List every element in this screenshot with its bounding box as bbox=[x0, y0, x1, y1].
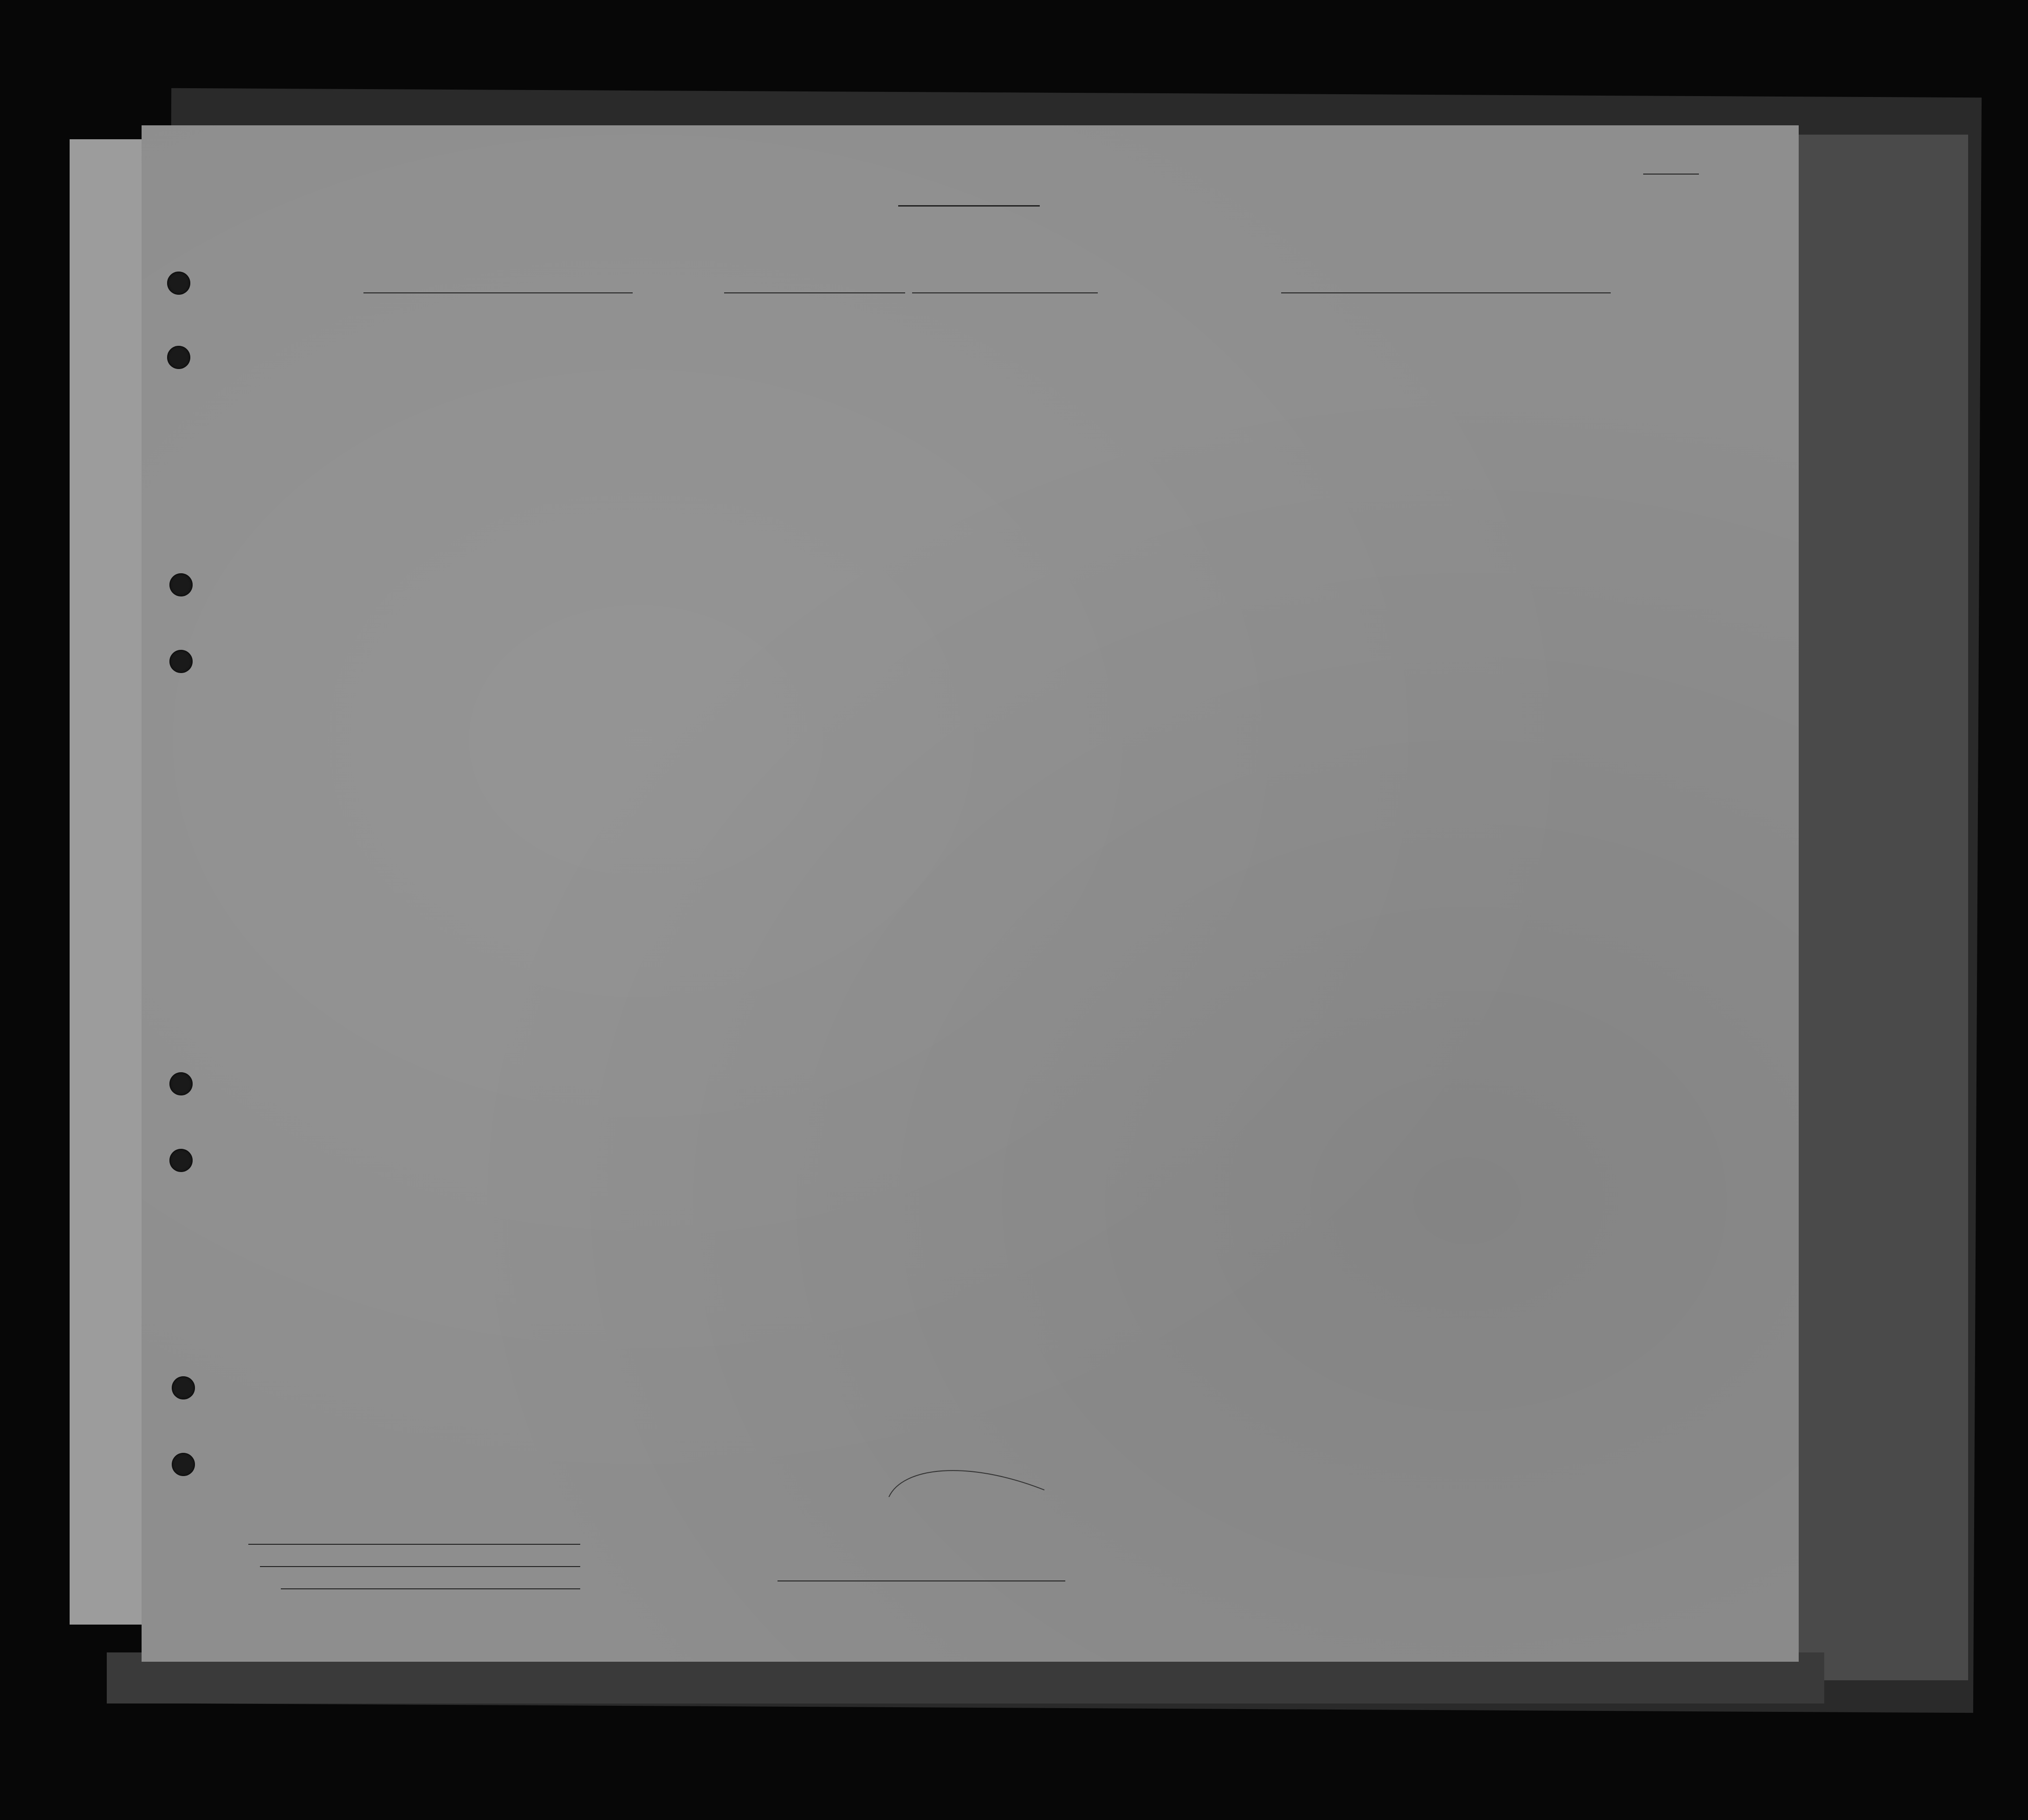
pencil-stroke bbox=[884, 1457, 1051, 1499]
punch-hole bbox=[167, 346, 190, 369]
local-agents-field bbox=[281, 1588, 580, 1589]
owners-field bbox=[260, 1566, 580, 1567]
punch-hole bbox=[169, 1072, 193, 1095]
punch-hole bbox=[169, 650, 193, 673]
punch-hole bbox=[167, 272, 190, 295]
punch-hole bbox=[172, 1453, 195, 1476]
line-field bbox=[248, 1544, 580, 1545]
punch-hole bbox=[169, 573, 193, 596]
punch-hole bbox=[169, 1149, 193, 1172]
underlying-page-dark bbox=[1782, 135, 1968, 1680]
punch-hole bbox=[172, 1376, 195, 1399]
inspector-signature-line bbox=[778, 1580, 1065, 1581]
manifest-sheet bbox=[142, 125, 1799, 1662]
manifest-grid bbox=[142, 125, 1799, 1662]
